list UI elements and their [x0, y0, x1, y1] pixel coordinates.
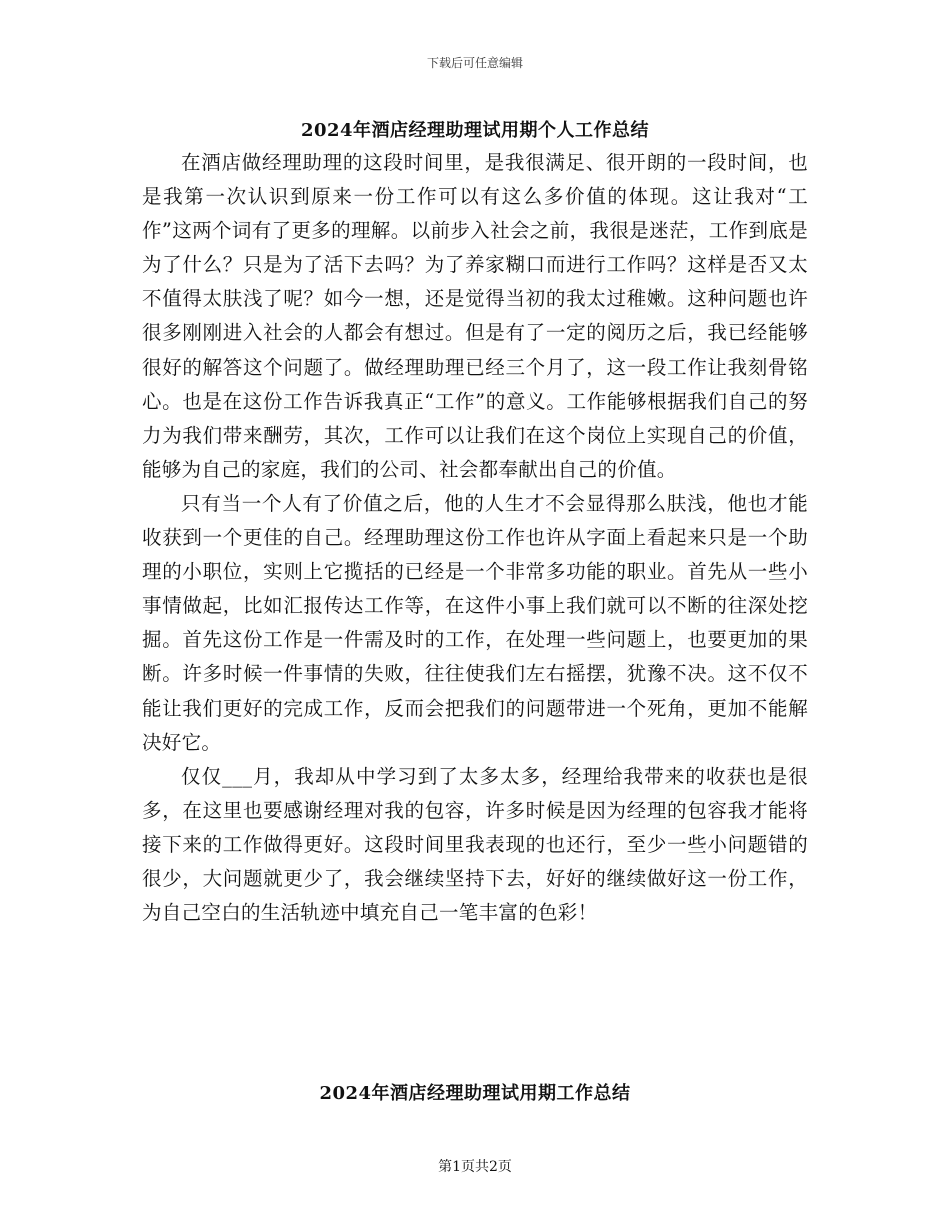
body-paragraph-3: 仅仅___月，我却从中学习到了太多太多，经理给我带来的收获也是很多，在这里也要感谢经理对我的包容，许多时候是因为经理的包容我才能将接下来的工作做得更好。这段时间里我表现的也还行，至少一些小问题错的很少，大问题就更少了，我会继续坚持下去，好好的继续做好这一份工作，为自己空白的生活轨迹中填充自己一笔丰富的色彩！	[142, 764, 808, 925]
body-paragraph-2: 只有当一个人有了价值之后，他的人生才不会显得那么肤浅，他也才能收获到一个更佳的自己。经理助理这份工作也许从字面上看起来只是一个助理的小职位，实则上它揽括的已经是一个非常多功能的职业。首先从一些小事情做起，比如汇报传达工作等，在这件小事上我们就可以不断的往深处挖掘。首先这份工作是一件需及时的工作，在处理一些问题上，也要更加的果断。许多时候一件事情的失败，往往使我们左右摇摆，犹豫不决。这不仅不能让我们更好的完成工作，反而会把我们的问题带进一个死角，更加不能解决好它。	[142, 491, 808, 754]
document-body	[142, 146, 808, 930]
next-section-title: 2024年酒店经理助理试用期工作总结	[319, 1083, 631, 1104]
document-title: 2024年酒店经理助理试用期个人工作总结	[300, 120, 650, 141]
header-note: 下载后可任意编辑	[426, 56, 523, 70]
body-paragraph-1: 在酒店做经理助理的这段时间里，是我很满足、很开朗的一段时间，也是我第一次认识到原来一份工作可以有这么多价值的体现。这让我对“工作”这两个词有了更多的理解。以前步入社会之前，我很是迷茫，工作到底是为了什么？只是为了活下去吗？为了养家糊口而进行工作吗？这样是否又太不值得太肤浅了呢？如今一想，还是觉得当初的我太过稚嫩。这种问题也许很多刚刚进入社会的人都会有想过。但是有了一定的阅历之后，我已经能够很好的解答这个问题了。做经理助理已经三个月了，这一段工作让我刻骨铭心。也是在这份工作告诉我真正“工作”的意义。工作能够根据我们自己的努力为我们带来酬劳，其次，工作可以让我们在这个岗位上实现自己的价值，能够为自己的家庭，我们的公司、社会都奉献出自己的价值。	[142, 151, 808, 481]
page-number: 第1页共2页	[438, 1159, 512, 1175]
